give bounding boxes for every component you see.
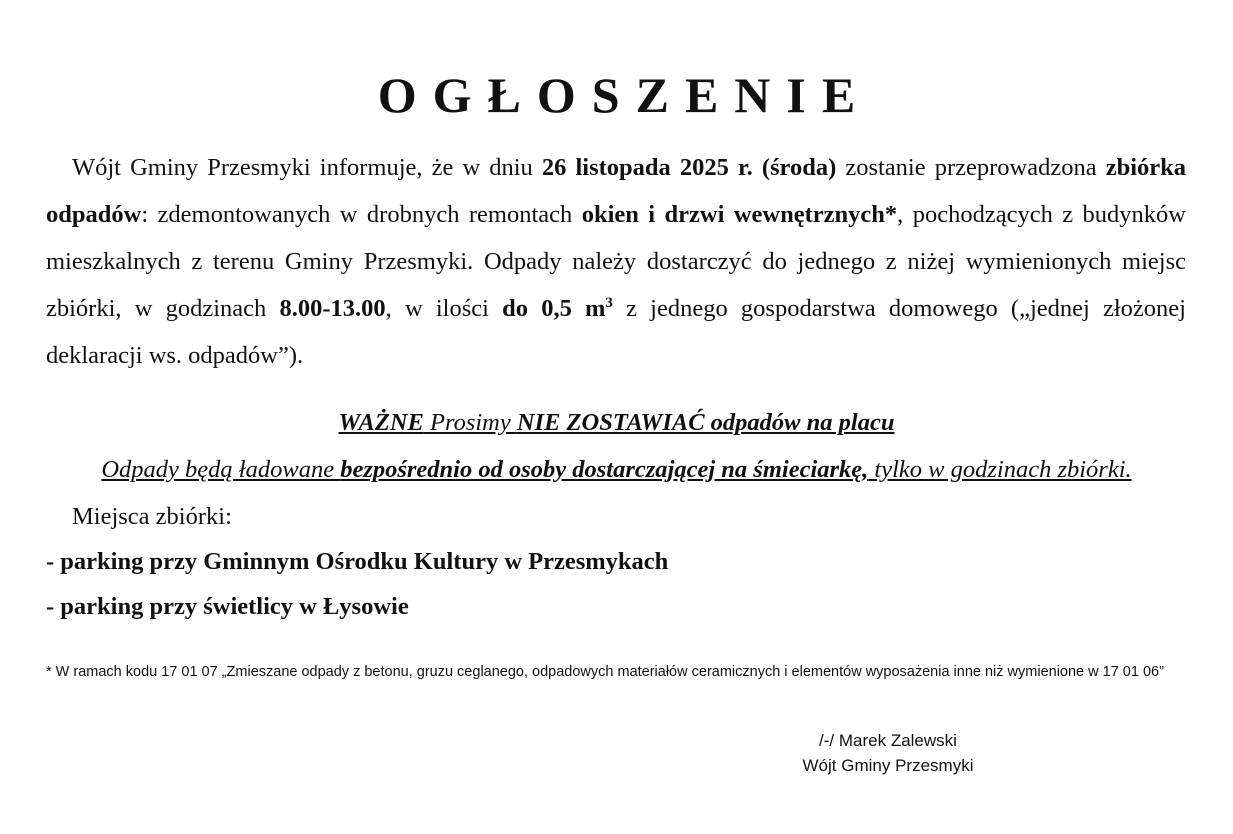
intro-text: zostanie przeprowadzona [836,154,1106,181]
intro-text: z jednego gospodarstwa domowego („jednej złożonej deklaracji ws. odpadów”). [46,295,1186,369]
announcement-body [46,144,1186,379]
signature-role: Wójt Gminy Przesmyki [802,756,974,775]
important-label: WAŻNE [338,409,424,436]
delivery-text: Odpady będą ładowane [101,456,341,483]
footnote: * W ramach kodu 17 01 07 „Zmieszane odpady z betonu, gruzu ceglanego, odpadowych materiałów ceramicznych i elementów wyposażenia inne niż wymienione w 17 01 06” [46,664,1164,680]
signature-name: /-/ Marek Zalewski [819,731,957,750]
intro-text: Wójt Gminy Przesmyki informuje, że w dniu [72,154,542,181]
important-notice [0,400,1233,446]
important-text: Prosimy [423,409,517,436]
delivery-emphasis: bezpośrednio od osoby dostarczającej na śmieciarkę, [340,456,869,483]
collection-date: 26 listopada 2025 r. (środa) [541,154,837,181]
intro-text: , w ilości [385,295,503,322]
volume-unit-exponent: 3 [605,294,613,311]
intro-text: : zdemontowanych w drobnych remontach [141,201,582,228]
page-title: OGŁOSZENIE [377,67,872,123]
volume-limit [502,295,613,322]
collection-type: zbiórka odpadów [46,154,1187,228]
volume-limit-value: do 0,5 m [502,295,606,322]
signature-block [778,728,998,778]
intro-text: , pochodzących z budynków mieszkalnych z terenu Gminy Przesmyki. Odpady należy dostarczyć do jednego z niżej wymienionych miejsc zbiórki, w godzinach [46,201,1186,322]
places-heading: Miejsca zbiórki: [72,503,232,530]
delivery-text: tylko w godzinach zbiórki. [868,456,1132,483]
delivery-notice [0,447,1233,493]
collection-hours: 8.00-13.00 [279,295,386,322]
list-item: - parking przy świetlicy w Łysowie [46,593,409,620]
list-item: - parking przy Gminnym Ośrodku Kultury w Przesmykach [46,548,669,575]
important-emphasis: NIE ZOSTAWIAĆ odpadów na placu [516,409,895,436]
waste-kind: okien i drzwi wewnętrznych* [581,201,898,228]
